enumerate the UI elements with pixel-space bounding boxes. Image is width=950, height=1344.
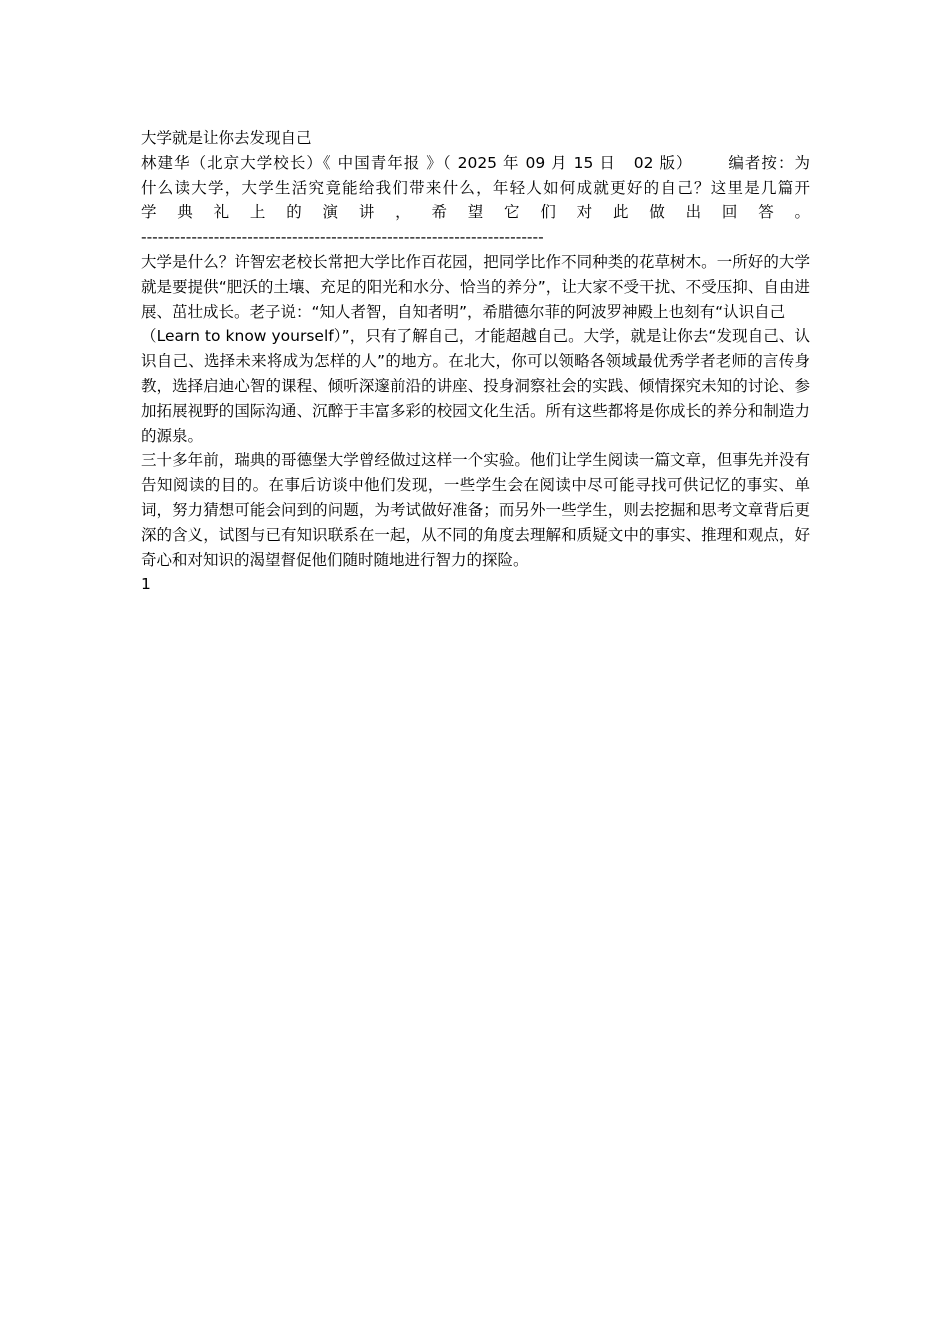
paragraph: 大学是什么？许智宏老校长常把大学比作百花园，把同学比作不同种类的花草树木。一所好的大学就是要提供“肥沃的土壤、充足的阳光和水分、恰当的养分”，让大家不受干扰、不受压抑、自由进展、茁壮成长。老子说：“知人者智，自知者明”，希腊德尔菲的阿波罗神殿上也刻有“认识自己	[141, 252, 810, 321]
paragraph: （Learn to know yourself）”，只有了解自己，才能超越自己。大学，就是让你去“发现自己、认识自己、选择未来将成为怎样的人”的地方。在北大，你可以领略各领域最优秀学者老师的言传身教，选择启迪心智的课程、倾听深邃前沿的讲座、投身洞察社会的实践、倾情探究未知的讨论、参加拓展视野的国际沟通、沉醉于丰富多彩的校园文化生活。所有这些都将是你成长的养分和制造力的源泉。	[141, 327, 810, 445]
editor-note-line: 什么读大学，大学生活究竟能给我们带来什么，年轻人如何成就更好的自己？这里是几篇开	[141, 178, 810, 197]
byline: 林建华（北京大学校长）《 中国青年报 》（ 2025 年 09 月 15 日 02 版） 编者按：为	[141, 153, 810, 172]
page-number: 1	[141, 575, 151, 594]
document-page	[141, 126, 810, 597]
paragraph: 三十多年前，瑞典的哥德堡大学曾经做过这样一个实验。他们让学生阅读一篇文章，但事先并没有告知阅读的目的。在事后访谈中他们发现，一些学生会在阅读中尽可能寻找可供记忆的事实、单词，努力猜想可能会问到的问题，为考试做好准备；而另外一些学生，则去挖掘和思考文章背后更深的含义，试图与已有知识联系在一起，从不同的角度去理解和质疑文中的事实、推理和观点，好奇心和对知识的渴望督促他们随时随地进行智力的探险。	[141, 451, 810, 569]
editor-note-line: 学 典 礼 上 的 演 讲 ， 希 望 它 们 对 此 做 出 回 答 。	[141, 203, 811, 222]
document-title: 大学就是让你去发现自己	[141, 129, 312, 147]
divider: ------------------------------------------------------------------------	[141, 228, 544, 247]
